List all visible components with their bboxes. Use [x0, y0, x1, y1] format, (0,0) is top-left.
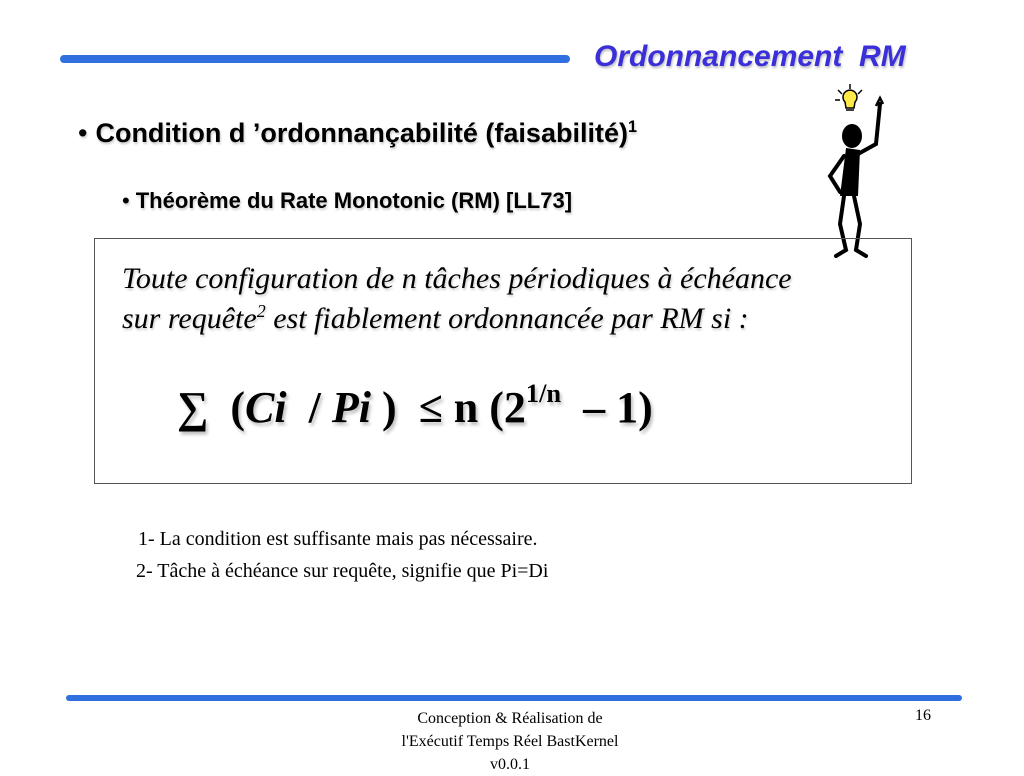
theorem-statement [122, 259, 902, 339]
formula-exponent: 1/n [525, 378, 562, 409]
bullet-theorem-text: Théorème du Rate Monotonic (RM) [LL73] [135, 188, 573, 213]
footer-text: Conception & Réalisation de l'Exécutif Temps Réel BastKernel v0.0.1 [401, 710, 619, 773]
theorem-box [94, 238, 912, 484]
bottom-rule [66, 695, 962, 701]
formula-tail: – 1) [561, 383, 653, 432]
bullet-condition [78, 118, 637, 149]
bullet-theorem [122, 188, 572, 214]
footnote-1: 1- La condition est suffisante mais pas nécessaire. [138, 528, 538, 550]
footnote-2: 2- Tâche à échéance sur requête, signifie que Pi=Di [136, 560, 549, 582]
formula-ci: Ci [245, 383, 287, 432]
light-bulb-icon [835, 84, 862, 110]
sigma-symbol: ∑ [177, 383, 209, 432]
footnote-ref-1: 1 [627, 118, 637, 136]
footnote-ref-2: 2 [256, 301, 266, 321]
bullet-dot: • [78, 118, 88, 148]
formula-close: ) ≤ n (2 [370, 383, 526, 432]
formula-open: ( [208, 383, 246, 432]
rm-formula [177, 378, 653, 433]
theorem-line-1: Toute configuration de n tâches périodiques à échéance [122, 262, 792, 295]
stick-figure-idea-icon [818, 84, 898, 264]
formula-pi: Pi [331, 383, 371, 432]
slide-title: Ordonnancement RM [594, 40, 906, 73]
bullet-condition-text: Condition d ’ordonnançabilité (faisabilité) [95, 118, 628, 148]
formula-slash: / [286, 383, 332, 432]
top-rule [60, 55, 570, 63]
theorem-line-2a: sur requête [122, 302, 257, 335]
theorem-line-2b: est fiablement ordonnancée par RM si : [265, 302, 749, 335]
page-number: 16 [915, 707, 931, 724]
bullet-dot: • [122, 188, 130, 213]
